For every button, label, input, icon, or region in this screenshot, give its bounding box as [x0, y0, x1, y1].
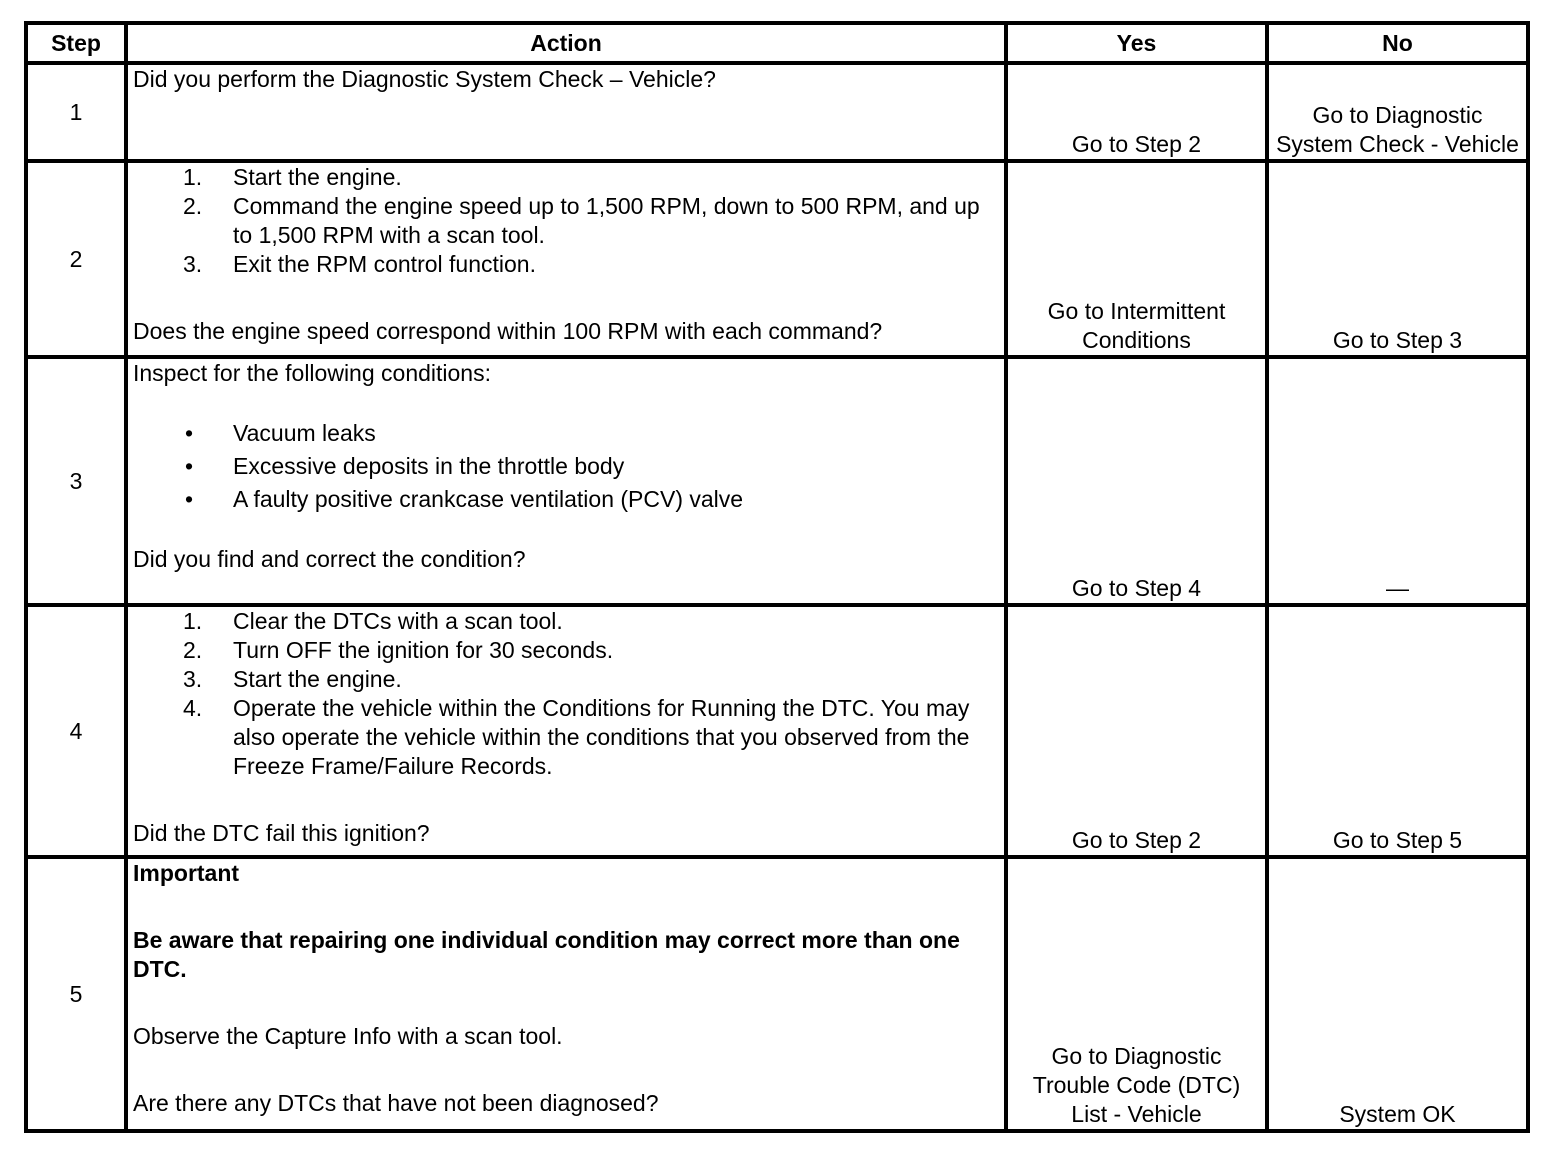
list-number: 4.	[183, 695, 203, 721]
list-number: 1.	[183, 164, 203, 190]
list-text: Operate the vehicle within the Conditions for Running the DTC. You may also operate the vehicle within the conditions that you observed from the Freeze Frame/Failure Records.	[233, 695, 970, 779]
important-title: Important	[133, 860, 240, 886]
bullet-list	[133, 417, 999, 516]
yes-result: Go to Step 2	[1006, 605, 1267, 857]
step-number: 1	[26, 63, 126, 161]
table-row	[26, 605, 1528, 857]
list-text: Exit the RPM control function.	[233, 251, 536, 277]
diagnostic-table	[24, 21, 1530, 1133]
action-question: Did you perform the Diagnostic System Check – Vehicle?	[133, 66, 716, 92]
list-text: Excessive deposits in the throttle body	[233, 453, 625, 479]
step-number: 2	[26, 161, 126, 357]
header-no: No	[1267, 23, 1528, 63]
numbered-list	[133, 607, 999, 781]
action-question: Did you find and correct the condition?	[133, 546, 526, 572]
header-row	[26, 23, 1528, 63]
action-question: Did the DTC fail this ignition?	[133, 820, 430, 846]
yes-result: Go to Step 2	[1006, 63, 1267, 161]
list-number: 3.	[183, 251, 203, 277]
action-cell	[126, 857, 1006, 1131]
bullet-glyph: •	[185, 486, 194, 512]
yes-result: Go to Step 4	[1006, 357, 1267, 605]
list-item	[133, 163, 999, 192]
list-item	[133, 250, 999, 279]
no-result: Go to Step 3	[1267, 161, 1528, 357]
step-number: 4	[26, 605, 126, 857]
action-intro: Inspect for the following conditions:	[133, 360, 491, 386]
list-item	[133, 417, 999, 450]
yes-result: Go to Intermittent Conditions	[1006, 161, 1267, 357]
important-text: Be aware that repairing one individual condition may correct more than one DTC.	[133, 927, 960, 982]
list-item	[133, 450, 999, 483]
list-text: Command the engine speed up to 1,500 RPM, down to 500 RPM, and up to 1,500 RPM with a scan tool.	[233, 193, 980, 248]
action-question: Are there any DTCs that have not been diagnosed?	[133, 1090, 659, 1116]
table-row	[26, 161, 1528, 357]
table-row	[26, 857, 1528, 1131]
table-row	[26, 357, 1528, 605]
no-result: System OK	[1267, 857, 1528, 1131]
no-result: —	[1267, 357, 1528, 605]
action-cell	[126, 357, 1006, 605]
step-number: 5	[26, 857, 126, 1131]
no-result: Go to Diagnostic System Check - Vehicle	[1267, 63, 1528, 161]
no-result: Go to Step 5	[1267, 605, 1528, 857]
list-text: Clear the DTCs with a scan tool.	[233, 608, 563, 634]
action-cell	[126, 605, 1006, 857]
list-item	[133, 483, 999, 516]
numbered-list	[133, 163, 999, 279]
bullet-glyph: •	[185, 453, 194, 479]
list-number: 1.	[183, 608, 203, 634]
table-row	[26, 63, 1528, 161]
list-number: 2.	[183, 637, 203, 663]
list-text: A faulty positive crankcase ventilation (PCV) valve	[233, 486, 744, 512]
yes-result: Go to Diagnostic Trouble Code (DTC) List - Vehicle	[1006, 857, 1267, 1131]
action-cell	[126, 161, 1006, 357]
list-item	[133, 607, 999, 636]
action-cell	[126, 63, 1006, 161]
step-number: 3	[26, 357, 126, 605]
list-text: Start the engine.	[233, 666, 402, 692]
list-number: 2.	[183, 193, 203, 219]
list-text: Turn OFF the ignition for 30 seconds.	[233, 637, 614, 663]
action-instruction: Observe the Capture Info with a scan tool.	[133, 1023, 563, 1049]
list-text: Start the engine.	[233, 164, 402, 190]
list-number: 3.	[183, 666, 203, 692]
bullet-glyph: •	[185, 420, 194, 446]
list-item	[133, 192, 999, 250]
list-text: Vacuum leaks	[233, 420, 376, 446]
list-item	[133, 636, 999, 665]
action-question: Does the engine speed correspond within 100 RPM with each command?	[133, 318, 883, 344]
header-action: Action	[126, 23, 1006, 63]
header-step: Step	[26, 23, 126, 63]
list-item	[133, 694, 999, 781]
header-yes: Yes	[1006, 23, 1267, 63]
list-item	[133, 665, 999, 694]
